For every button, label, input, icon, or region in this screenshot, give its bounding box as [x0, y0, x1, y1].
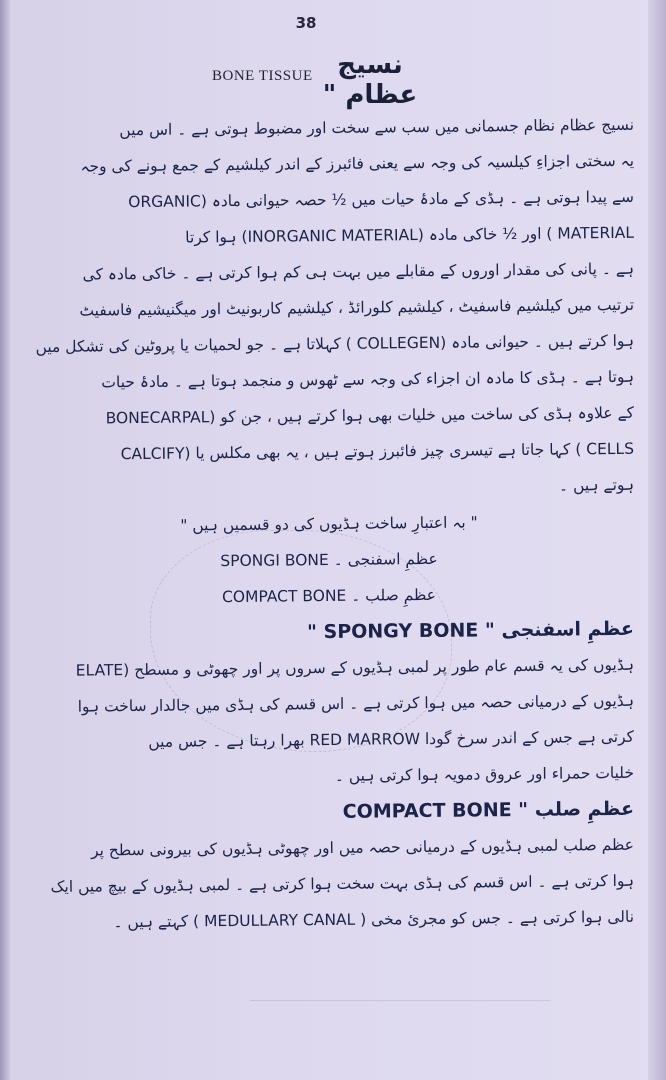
text-line: MATERIAL ) اور ½ خاکی مادہ (INORGANIC MATERIAL) ہوا کرتا — [185, 223, 635, 247]
page-number: 38 — [295, 14, 317, 32]
text-line: نسیج عظام نظام جسمانی میں سب سے سخت اور مضبوط ہوتی ہے ۔ اس میں — [119, 115, 635, 140]
text-line: خلیات حمراء اور عروق دمویہ ہوا کرتی ہیں ۔ — [334, 763, 635, 785]
text-line: کرتی ہے جس کے اندر سرخ گودا RED MARROW بھرا رہتا ہے ۔ جس میں — [148, 727, 635, 751]
text-line: عظمِ صلب ۔ COMPACT BONE — [221, 585, 437, 607]
text-line: ترتیب میں کیلشیم فاسفیٹ ، کیلشیم کلورائڈ ، کیلشیم کاربونیٹ اور میگنیشیم فاسفیٹ — [79, 295, 635, 320]
text-line: سے پیدا ہوتی ہے ۔ ہڈی کے مادۂ حیات میں ½ حصہ حیوانی مادہ (ORGANIC — [128, 187, 635, 212]
text-line: ہوتا ہے ۔ ہڈی کا مادہ ان اجزاء کی وجہ سے ٹھوس و منجمد ہوتا ہے ۔ مادۂ حیات — [101, 367, 635, 392]
text-line: ہڈیوں کے درمیانی حصہ میں ہوا کرتی ہے ۔ اس قسم کی ہڈی میں جالدار ساخت ہوا — [77, 691, 635, 716]
text-line: نالی ہوا کرتی ہے ۔ جس کو مجرئ مخی ( MEDULLARY CANAL ) کہتے ہیں ۔ — [113, 907, 635, 932]
text-line: عظم صلب لمبی ہڈیوں کے درمیانی حصہ میں اور چھوٹی ہڈیوں کی بیرونی سطح پر — [90, 835, 635, 860]
page-left-edge — [0, 0, 10, 1080]
text-line: یہ سختی اجزاءِ کیلسیہ کی وجہ سے یعنی فائبرز کے اندر کیلشیم کے جمع ہونے کی وجہ — [80, 151, 635, 176]
text-line: CELLS ) کہا جاتا ہے تیسری چیز فائبرز ہوتے ہیں ، یہ بھی مکلس یا (CALCIFY — [120, 439, 635, 464]
text-line: عظمِ اسفنجی ۔ SPONGI BONE — [220, 549, 438, 571]
title-english: BONE TISSUE — [212, 68, 313, 84]
text-line: ہوا کرتے ہیں ۔ حیوانی مادہ (COLLEGEN ) کہلاتا ہے ۔ جو لحمیات یا پروٹین کی تشکل میں — [35, 331, 635, 357]
body-text — [24, 110, 634, 938]
title-urdu: نسیج عظام " — [322, 50, 418, 110]
text-line: کے علاوہ ہڈی کی ساخت میں خلیات بھی ہوا کرتے ہیں ، جن کو (BONECARPAL — [105, 403, 635, 428]
page-right-edge — [648, 0, 666, 1080]
text-line: ہوا کرتی ہے ۔ اس قسم کی ہڈی بہت سخت ہوا کرتی ہے ۔ لمبی ہڈیوں کے بیچ میں ایک — [50, 871, 635, 896]
text-line: ہڈیوں کی یہ قسم عام طور پر لمبی ہڈیوں کے سروں پر اور چھوٹی و مسطح (ELATE — [75, 655, 635, 680]
section-heading: عظمِ صلب " COMPACT BONE — [342, 797, 635, 823]
text-line: " بہ اعتبارِ ساخت ہڈیوں کی دو قسمیں ہیں " — [180, 513, 478, 535]
text-line: ہوتے ہیں ۔ — [558, 475, 635, 495]
bleed-through-rule — [250, 1000, 550, 1061]
text-line: ہے ۔ پانی کی مقدار اوروں کے مقابلے میں بہت ہی کم ہوا کرتی ہے ۔ خاکی مادہ کی — [82, 259, 635, 284]
section-heading: عظمِ اسفنجی " SPONGY BONE " — [306, 617, 635, 644]
